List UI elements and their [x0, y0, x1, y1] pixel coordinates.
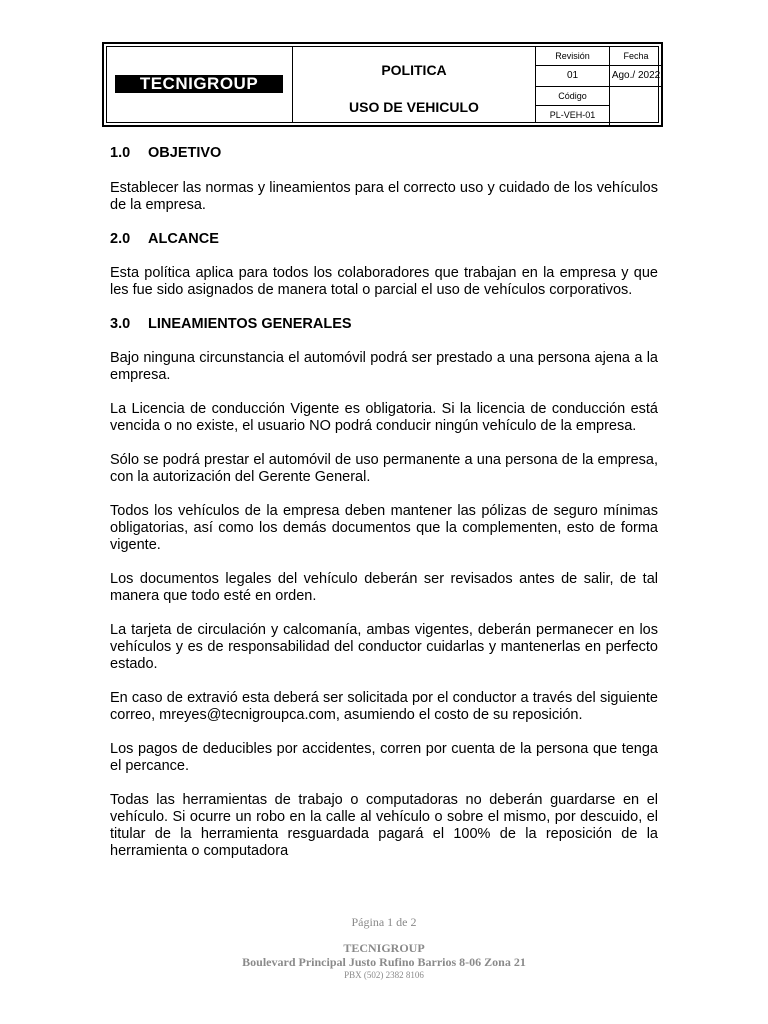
paragraph-objetivo: Establecer las normas y lineamientos para el correcto uso y cuidado de los vehículos de la empresa.: [110, 180, 658, 213]
section-heading-lineamientos: [110, 315, 658, 333]
codigo-value: PL-VEH-01: [536, 106, 610, 126]
revision-label: Revisión: [536, 47, 610, 66]
section-heading-alcance: [110, 230, 658, 248]
section-heading-objetivo: [110, 144, 658, 162]
header-table: [106, 46, 659, 123]
policy-title: POLITICA: [381, 62, 447, 78]
paragraph-lineamiento-2: La Licencia de conducción Vigente es obligatoria. Si la licencia de conducción está vencida o no existe, el usuario NO podrá conducir ningún vehículo de la empresa.: [110, 401, 658, 434]
paragraph-lineamiento-7: En caso de extravió esta deberá ser solicitada por el conductor a través del siguiente correo, mreyes@tecnigroupca.com, asumiendo el costo de su reposición.: [110, 690, 663, 723]
section-title: OBJETIVO: [148, 145, 222, 161]
footer-phone: PBX (502) 2382 8106: [344, 970, 424, 980]
section-title: LINEAMIENTOS GENERALES: [148, 316, 352, 332]
paragraph-lineamiento-3: Sólo se podrá prestar el automóvil de uso permanente a una persona de la empresa, con la autorización del Gerente General.: [110, 452, 658, 485]
title-cell: [293, 47, 536, 122]
revision-value: 01: [536, 66, 610, 87]
logo-cell: [107, 47, 293, 122]
page-number: Página 1 de 2: [351, 915, 417, 929]
metadata-cells: [536, 47, 661, 122]
paragraph-alcance: Esta política aplica para todos los colaboradores que trabajan en la empresa y que les fue sido asignados de manera total o parcial el uso de vehículos corporativos.: [110, 265, 658, 298]
section-number: 3.0: [110, 316, 131, 332]
paragraph-lineamiento-1: Bajo ninguna circunstancia el automóvil podrá ser prestado a una persona ajena a la empresa.: [110, 350, 658, 383]
paragraph-lineamiento-9: Todas las herramientas de trabajo o computadoras no deberán guardarse en el vehículo. Si ocurre un robo en la calle al vehículo o sobre el mismo, por descuido, el titular de la herramienta resguardada pagará el 100% de la reposición de la herramienta o computadora: [110, 792, 658, 859]
section-number: 1.0: [110, 145, 131, 161]
document-header: [102, 42, 663, 127]
company-logo: TECNIGROUP: [115, 75, 283, 93]
paragraph-lineamiento-6: La tarjeta de circulación y calcomanía, ambas vigentes, deberán permanecer en los vehículos y es de responsabilidad del conductor cuidarlas y mantenerlas en perfecto estado.: [110, 622, 658, 672]
footer-address: Boulevard Principal Justo Rufino Barrios 8-06 Zona 21: [242, 955, 526, 969]
section-number: 2.0: [110, 231, 131, 247]
fecha-label: Fecha: [610, 47, 662, 66]
section-title: ALCANCE: [148, 231, 219, 247]
fecha-value: Ago./ 2022: [610, 66, 662, 87]
paragraph-lineamiento-8: Los pagos de deducibles por accidentes, corren por cuenta de la persona que tenga el percance.: [110, 741, 658, 774]
paragraph-lineamiento-4: Todos los vehículos de la empresa deben mantener las pólizas de seguro mínimas obligatorias, así como los demás documentos que la complementen, esto de forma vigente.: [110, 503, 658, 553]
codigo-label: Código: [536, 87, 610, 106]
document-body: [110, 142, 663, 860]
paragraph-lineamiento-5: Los documentos legales del vehículo deberán ser revisados antes de salir, de tal manera que todo esté en orden.: [110, 571, 658, 604]
policy-subtitle: USO DE VEHICULO: [349, 99, 479, 115]
footer-company: TECNIGROUP: [343, 941, 425, 955]
